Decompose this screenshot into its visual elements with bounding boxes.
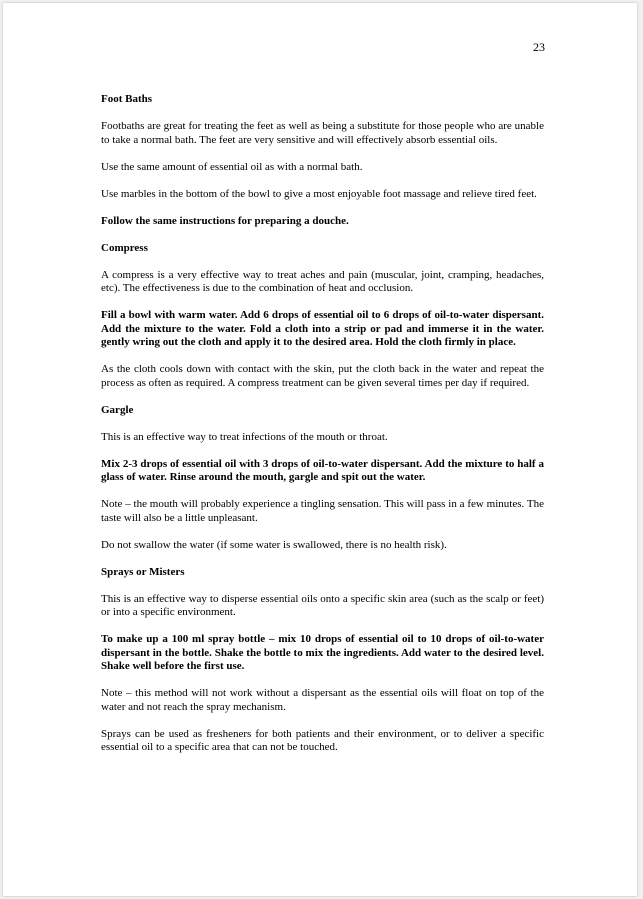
paragraph: Use marbles in the bottom of the bowl to give a most enjoyable foot massage and relieve tired feet. xyxy=(101,187,537,200)
instruction-paragraph: Fill a bowl with warm water. Add 6 drops of essential oil to 6 drops of oil-to-water dispersant. Add the mixture to the water. Fold a cloth into a strip or pad and immerse it in the water. gently wring out the cloth and apply it to the desired area. Hold the cloth firmly in place. xyxy=(101,309,544,348)
page-content xyxy=(101,93,544,768)
paragraph: Use the same amount of essential oil as with a normal bath. xyxy=(101,160,363,173)
paragraph: Note – this method will not work without a dispersant as the essential oils will float on top of the water and not reach the spray mechanism. xyxy=(101,687,544,713)
heading-gargle: Gargle xyxy=(101,403,134,416)
instruction-paragraph: Follow the same instructions for preparing a douche. xyxy=(101,214,349,227)
paragraph: A compress is a very effective way to treat aches and pain (muscular, joint, cramping, headaches, etc). The effectiveness is due to the combination of heat and occlusion. xyxy=(101,268,544,294)
heading-compress: Compress xyxy=(101,241,148,254)
paragraph: Note – the mouth will probably experience a tingling sensation. This will pass in a few minutes. The taste will also be a little unpleasant. xyxy=(101,498,544,524)
document-page xyxy=(3,3,637,896)
paragraph: Sprays can be used as fresheners for both patients and their environment, or to deliver a specific essential oil to a specific area that can not be touched. xyxy=(101,727,544,753)
paragraph: This is an effective way to treat infections of the mouth or throat. xyxy=(101,430,388,443)
paragraph: Footbaths are great for treating the feet as well as being a substitute for those people who are unable to take a normal bath. The feet are very sensitive and will effectively absorb essential oils. xyxy=(101,120,544,146)
heading-foot-baths: Foot Baths xyxy=(101,93,153,105)
instruction-paragraph: Mix 2-3 drops of essential oil with 3 drops of oil-to-water dispersant. Add the mixture to half a glass of water. Rinse around the mouth, gargle and spit out the water. xyxy=(101,457,544,483)
page-number: 23 xyxy=(533,40,545,54)
heading-sprays-or-misters: Sprays or Misters xyxy=(101,565,185,578)
instruction-paragraph: To make up a 100 ml spray bottle – mix 10 drops of essential oil to 10 drops of oil-to-water dispersant in the bottle. Shake the bottle to mix the ingredients. Add water to the desired level. Shake well before the first use. xyxy=(101,633,544,672)
paragraph: Do not swallow the water (if some water is swallowed, there is no health risk). xyxy=(101,538,447,551)
paragraph: This is an effective way to disperse essential oils onto a specific skin area (such as the scalp or feet) or into a specific environment. xyxy=(101,592,544,618)
paragraph: As the cloth cools down with contact with the skin, put the cloth back in the water and repeat the process as often as required. A compress treatment can be given several times per day if required. xyxy=(101,363,544,389)
